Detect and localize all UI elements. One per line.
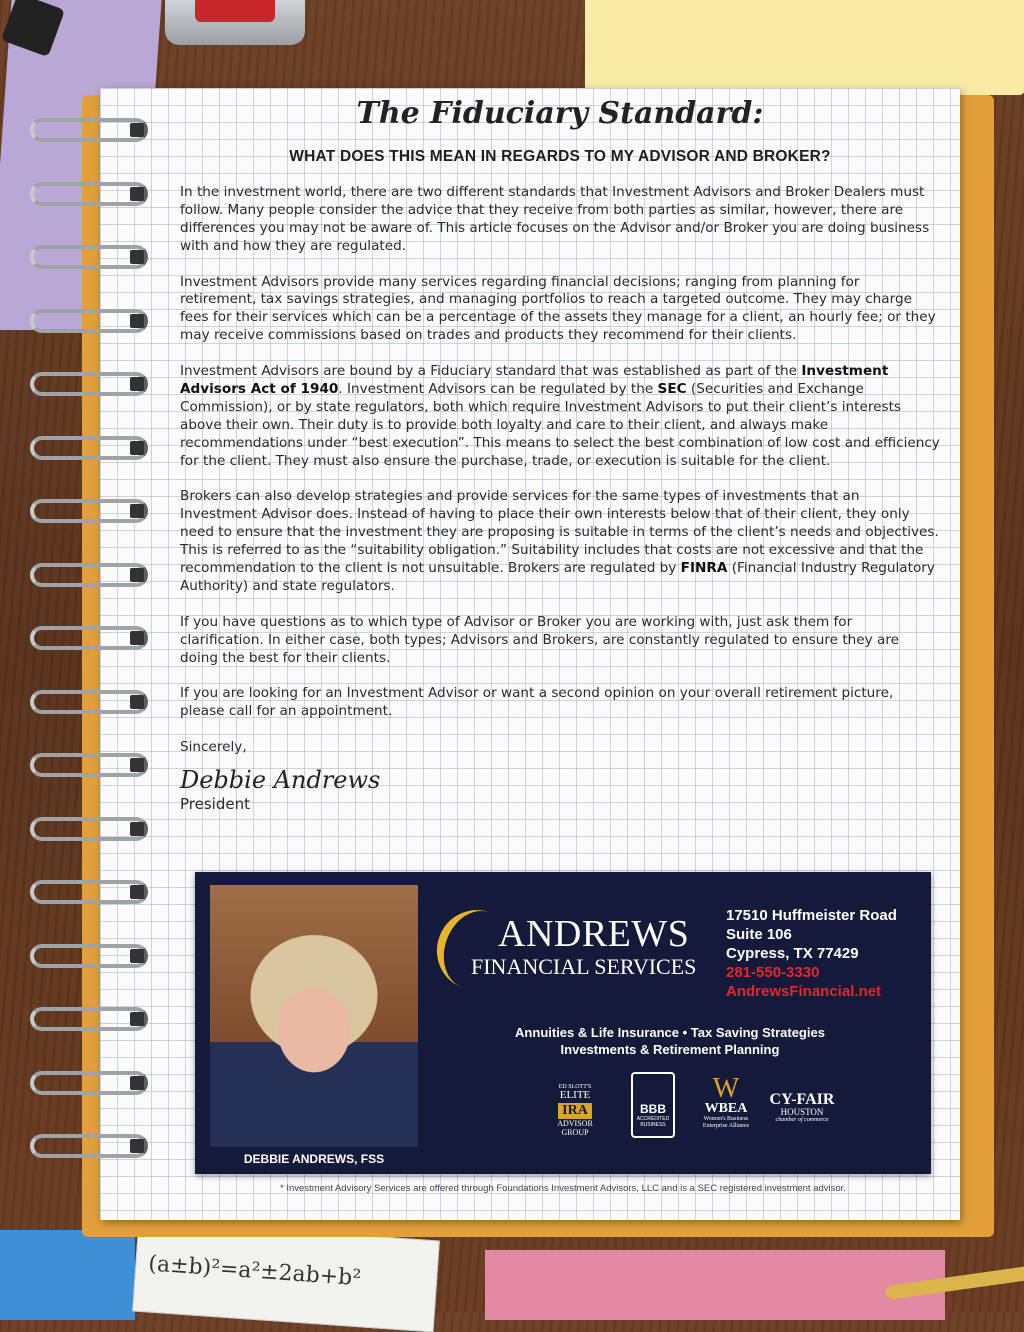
paragraph-advisors-services: Investment Advisors provide many services regarding financial decisions; ranging from planning for retirement, tax savings strategies, and managing portfolios to reach a targeted outcome. They may charge fees for their services which can be a percentage of the assets they manage for a client, an hourly fee; or they may receive commissions based on trades and products they recommend for their clients. — [180, 273, 936, 344]
punch-hole — [130, 885, 144, 899]
services-line1: Annuities & Life Insurance • Tax Saving Strategies — [515, 1025, 825, 1040]
text: Brokers can also develop strategies and provide services for the same types of investments that an Investment Advisor does. Instead of having to place their own interests below that of their client, they only need to ensure that the investment they are proposing is suitable in terms of the client’s needs and objectives. This is referred to as the “suitability obligation.” Suitability includes that costs are not excessive and that the recommendation to the client is not unsuitable. Brokers are regulated by — [180, 488, 939, 576]
services-line2: Investments & Retirement Planning — [560, 1042, 780, 1057]
advertisement-box — [195, 872, 931, 1174]
pink-note-decoration — [485, 1250, 945, 1320]
punch-hole — [130, 1139, 144, 1153]
closing: Sincerely, — [180, 739, 247, 755]
address-line2: Suite 106 — [726, 926, 792, 943]
ira-badge-bottom: ADVISOR GROUP — [557, 1119, 593, 1137]
bbb-badge-icon — [631, 1072, 675, 1138]
ira-badge-elite: ELITE — [559, 1089, 591, 1101]
bold-sec: SEC — [657, 380, 687, 397]
punch-hole — [130, 568, 144, 582]
bbb-label: BBB — [640, 1102, 666, 1116]
cyfair-sub2: chamber of commerce — [775, 1117, 829, 1123]
text: Investment Advisors are bound by a Fiduciary standard that was established as part of the — [180, 363, 802, 380]
paragraph-fiduciary — [180, 363, 940, 470]
portrait-photo — [210, 885, 418, 1147]
wbea-label: WBEA — [704, 1101, 748, 1116]
punch-hole — [130, 695, 144, 709]
bbb-sub: ACCREDITED BUSINESS — [636, 1116, 670, 1128]
signer-role: President — [180, 794, 250, 813]
phone-number[interactable]: 281-550-3330 — [726, 964, 820, 981]
wbea-sub: Women's Business Enterprise Alliance — [702, 1116, 750, 1129]
address-line3: Cypress, TX 77429 — [726, 945, 859, 962]
punch-hole — [130, 377, 144, 391]
punch-hole — [130, 758, 144, 772]
punch-hole — [130, 504, 144, 518]
spiral-binding — [30, 118, 160, 1208]
punch-hole — [130, 123, 144, 137]
blue-note-decoration — [0, 1230, 135, 1320]
article-title: The Fiduciary Standard: — [356, 96, 764, 131]
ira-badge-mid: IRA — [558, 1103, 592, 1119]
paragraph-intro: In the investment world, there are two different standards that Investment Advisors and Broker Dealers must follow. Many people consider the advice that they receive from both parties as similar, however, there are differences you may not be aware of. This article focuses on the Advisor and/or Broker you are doing business with and how they are regulated. — [180, 184, 930, 254]
article-subtitle: WHAT DOES THIS MEAN IN REGARDS TO MY ADVISOR AND BROKER? — [289, 148, 831, 165]
paragraph-brokers — [180, 488, 940, 595]
photo-caption: DEBBIE ANDREWS, FSS — [243, 1152, 385, 1166]
wbea-badge-icon — [695, 1073, 757, 1130]
cyfair-label: CY-FAIR — [769, 1091, 835, 1108]
bold-finra: FINRA — [680, 559, 728, 576]
cyfair-sub: HOUSTON — [780, 1107, 824, 1117]
ira-badge-top: ED SLOTT'S — [558, 1084, 592, 1090]
ruler-formula: (a±b)²=a²±2ab+b² — [147, 1251, 362, 1292]
cyfair-badge-icon — [767, 1092, 837, 1123]
website-link[interactable]: AndrewsFinancial.net — [726, 983, 882, 1000]
paragraph-call: If you are looking for an Investment Advisor or want a second opinion on your overall retirement picture, please call for an appointment. — [180, 685, 894, 720]
text: . Investment Advisors can be regulated by the — [338, 380, 658, 397]
article — [180, 92, 940, 813]
contact-block — [726, 906, 897, 1001]
text: (Securities and Exchange Commission), or by state regulators, both which require Investment Advisors to put their client’s interests above their own. Their duty is to provide both loyalty and care to their client, and always make recommendations under “best execution”. This means to select the best combination of low cost and efficiency for the client. They must also ensure the purchase, trade, or execution is suitable for the client. — [180, 380, 940, 469]
wbea-mark: W — [712, 1073, 740, 1104]
punch-hole — [130, 631, 144, 645]
text: (Financial Industry Regulatory Authority) and state regulators. — [180, 559, 935, 594]
punch-hole — [130, 1012, 144, 1026]
punch-hole — [130, 187, 144, 201]
signature: Debbie Andrews — [180, 765, 381, 794]
logo-name: ANDREWS — [498, 913, 690, 955]
punch-hole — [130, 314, 144, 328]
punch-hole — [130, 250, 144, 264]
bold-act: Investment Advisors Act of 1940 — [180, 363, 889, 397]
punch-hole — [130, 1076, 144, 1090]
address-line1: 17510 Huffmeister Road — [726, 907, 897, 924]
punch-hole — [130, 949, 144, 963]
punch-hole — [130, 822, 144, 836]
paragraph-questions: If you have questions as to which type of Advisor or Broker you are working with, just ask them for clarification. In either case, both types; Advisors and Brokers, are constantly regulated to ensure they are doing the best for their clients. — [180, 613, 900, 666]
services-list — [435, 1024, 905, 1058]
disclaimer-footnote: * Investment Advisory Services are offered through Foundations Investment Advisors, LLC and is a SEC registered investment advisor. — [280, 1183, 846, 1194]
tin-box-decoration — [165, 0, 305, 45]
punch-hole — [130, 441, 144, 455]
sticky-note-decoration — [585, 0, 1024, 95]
logo-subtitle: FINANCIAL SERVICES — [471, 954, 697, 979]
ira-badge-icon — [545, 1084, 605, 1137]
badges-row — [545, 1072, 845, 1142]
